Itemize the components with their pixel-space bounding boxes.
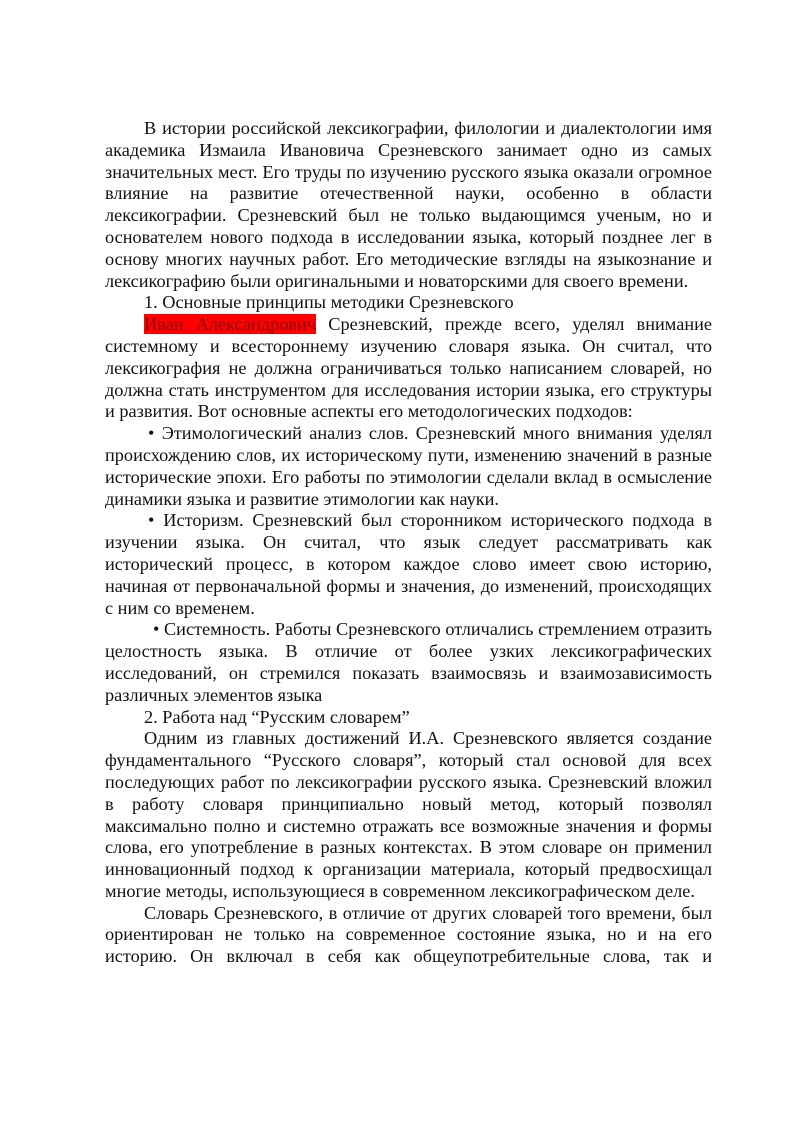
paragraph-orientation: Словарь Срезневского, в отличие от других словарей того времени, был ориентирован не только на современное состояние языка, но и на его историю. Он включал в себя как общеупотребительные слова, так и (105, 902, 712, 967)
highlighted-name: Иван Александрович (144, 314, 317, 335)
bullet-historicism: • Историзм. Срезневский был сторонником исторического подхода в изучении языка. Он считал, что язык следует рассматривать как исторический процесс, в котором каждое слово имеет свою историю, начиная от первоначальной формы и значения, до изменений, происходящих с ним со временем. (105, 510, 712, 618)
paragraph-intro: В истории российской лексикографии, филологии и диалектологии имя академика Измаила Ивановича Срезневского занимает одно из самых значительных мест. Его труды по изучению русского языка оказали огромное влияние на развитие отечественной науки, особенно в области лексикографии. Срезневский был не только выдающимся ученым, но и основателем нового подхода в исследовании языка, который позднее лег в основу многих научных работ. Его методические взгляды на языкознание и лексикографию были оригинальными и новаторскими для своего времени. (105, 118, 712, 291)
section-heading-dictionary: 2. Работа над “Русским словарем” (144, 706, 410, 727)
section-heading-principles: 1. Основные принципы методики Срезневского (144, 292, 514, 313)
bullet-etymology: • Этимологический анализ слов. Срезневский много внимания уделял происхождению слов, их историческому пути, изменению значений в разные исторические эпохи. Его работы по этимологии сделали вклад в осмысление динамики языка и развитие этимологии как науки. (105, 423, 712, 509)
bullet-systemic: • Системность. Работы Срезневского отличались стремлением отразить целостность языка. В отличие от более узких лексикографических исследований, он стремился показать взаимосвязь и взаимозависимость различных элементов языка (105, 619, 712, 705)
paragraph-dictionary: Одним из главных достижений И.А. Срезневского является создание фундаментального “Русского словаря”, который стал основой для всех последующих работ по лексикографии русского языка. Срезневский вложил в работу словаря принципиально новый метод, который позволял максимально полно и системно отражать все возможные значения и формы слова, его употребление в разных контекстах. В этом словаре он применил инновационный подход к организации материала, который предвосхищал многие методы, использующиеся в современном лексикографическом деле. (105, 728, 712, 901)
paragraph-principles-text: Срезневский, прежде всего, уделял внимание системному и всестороннему изучению словаря языка. Он считал, что лексикография не должна ограничиваться только написанием словарей, но должна стать инструментом для исследования истории языка, его структуры и развития. Вот основные аспекты его методологических подходов: (105, 314, 712, 422)
paragraph-principles (105, 314, 712, 423)
document-body (105, 118, 712, 968)
